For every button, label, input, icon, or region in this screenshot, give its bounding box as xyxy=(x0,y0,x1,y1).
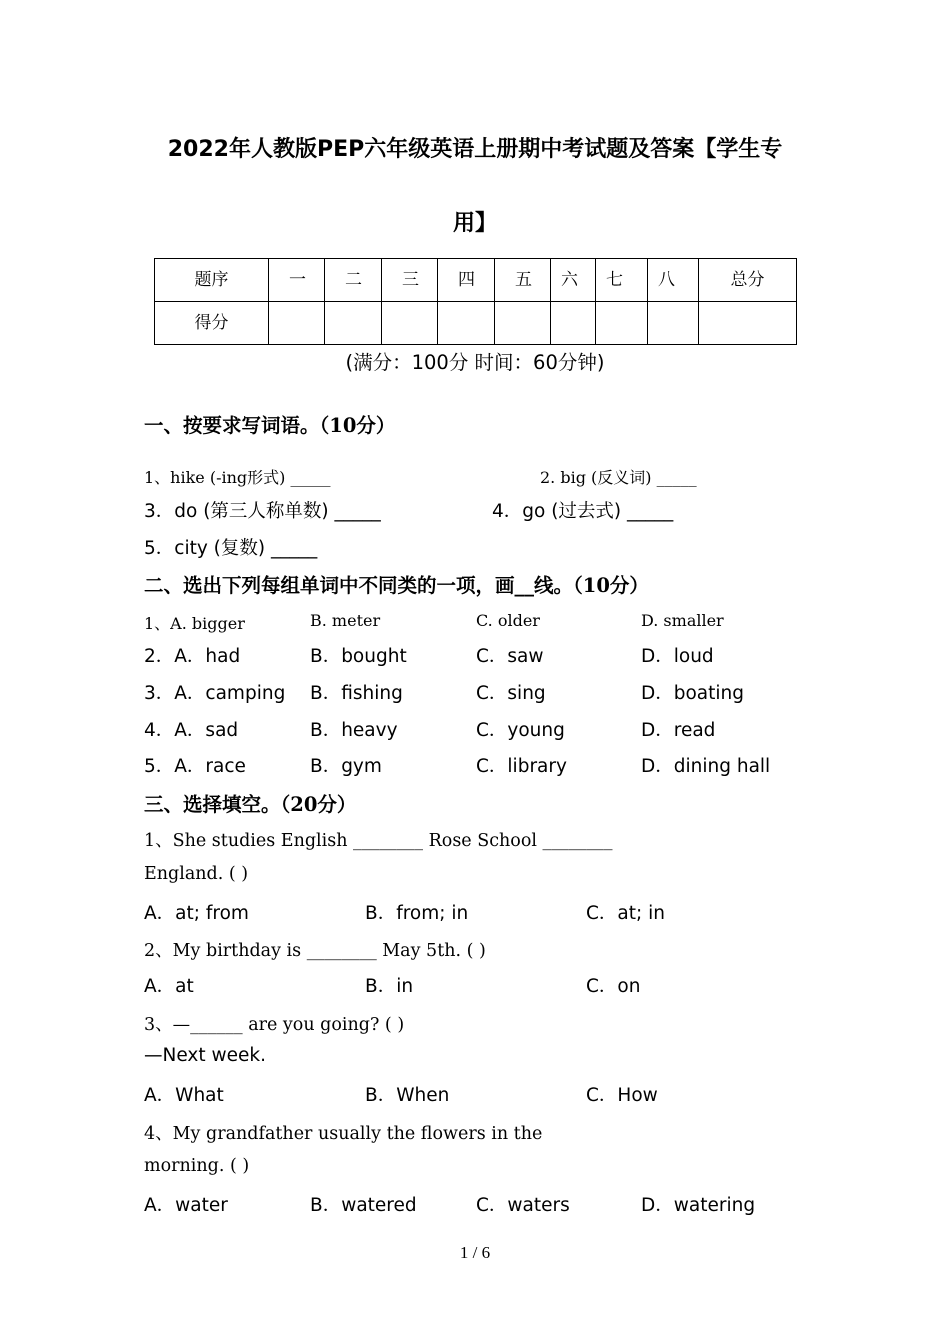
section2-option: B．fishing xyxy=(310,683,403,704)
answer-option: B．in xyxy=(365,976,414,997)
section2-option: D．read xyxy=(641,720,716,741)
score-header-cell: 七 xyxy=(596,259,648,302)
score-table xyxy=(154,258,797,345)
section2-option: C. older xyxy=(476,611,540,630)
answer-option: C．at; in xyxy=(586,903,665,924)
section2-option: C．sing xyxy=(476,683,546,704)
score-header-cell: 五 xyxy=(495,259,551,302)
score-header-cell: 题序 xyxy=(155,259,269,302)
section1-item: 5．city (复数) _____ xyxy=(144,538,318,559)
score-cell xyxy=(438,302,495,345)
section1-item: 4．go (过去式) _____ xyxy=(492,501,674,522)
score-header-cell: 三 xyxy=(382,259,438,302)
score-row-label: 得分 xyxy=(155,302,269,345)
section2-option: C．young xyxy=(476,720,565,741)
question-text: 2、My birthday is ________ May 5th. ( ) xyxy=(144,941,486,961)
score-header-cell: 六 xyxy=(551,259,596,302)
question-text: England. ( ) xyxy=(144,864,249,884)
section2-option: 5．A．race xyxy=(144,756,246,777)
score-cell xyxy=(382,302,438,345)
question-text: 4、My grandfather usually the flowers in the xyxy=(144,1124,543,1144)
section1-item: 2. big (反义词) _____ xyxy=(540,468,697,487)
answer-option: A．at; from xyxy=(144,903,249,924)
score-header-cell: 二 xyxy=(325,259,382,302)
question-text: 3、—______ are you going? ( ) xyxy=(144,1015,405,1035)
score-table-header-row xyxy=(155,259,797,302)
section2-option: D．loud xyxy=(641,646,714,667)
question-text: —Next week. xyxy=(144,1045,266,1066)
answer-option: D．watering xyxy=(641,1195,756,1216)
section2-option: D. smaller xyxy=(641,611,724,630)
section2-heading: 二、选出下列每组单词中不同类的一项，画__线。（10分） xyxy=(144,574,649,597)
section2-option: C．saw xyxy=(476,646,544,667)
score-cell xyxy=(495,302,551,345)
answer-option: B．watered xyxy=(310,1195,417,1216)
section2-option: 1、A. bigger xyxy=(144,614,245,633)
question-text: morning. ( ) xyxy=(144,1156,250,1176)
answer-option: A．water xyxy=(144,1195,228,1216)
section1-item: 3．do (第三人称单数) _____ xyxy=(144,501,381,522)
answer-option: B．from; in xyxy=(365,903,469,924)
section1-heading: 一、按要求写词语。（10分） xyxy=(144,414,396,437)
section2-option: B．bought xyxy=(310,646,407,667)
section2-option: 4．A．sad xyxy=(144,720,239,741)
score-header-cell: 四 xyxy=(438,259,495,302)
section2-option: B. meter xyxy=(310,611,381,630)
answer-option: B．When xyxy=(365,1085,450,1106)
section2-option: D．dining hall xyxy=(641,756,771,777)
section2-option: D．boating xyxy=(641,683,745,704)
answer-option: A．What xyxy=(144,1085,224,1106)
answer-option: C．on xyxy=(586,976,641,997)
section2-option: C．library xyxy=(476,756,567,777)
score-cell xyxy=(596,302,648,345)
answer-option: C．waters xyxy=(476,1195,570,1216)
score-header-cell: 一 xyxy=(269,259,325,302)
section2-option: B．gym xyxy=(310,756,382,777)
section2-option: B．heavy xyxy=(310,720,398,741)
score-cell xyxy=(551,302,596,345)
score-cell xyxy=(325,302,382,345)
score-cell xyxy=(269,302,325,345)
section2-option: 3．A．camping xyxy=(144,683,286,704)
full-marks-info: (满分：100分 时间：60分钟) xyxy=(345,351,605,374)
score-header-cell: 八 xyxy=(648,259,699,302)
score-header-cell: 总分 xyxy=(699,259,797,302)
section2-option: 2．A．had xyxy=(144,646,241,667)
question-text: 1、She studies English ________ Rose School ________ xyxy=(144,831,613,851)
score-table-score-row xyxy=(155,302,797,345)
section1-item: 1、hike (-ing形式) _____ xyxy=(144,468,331,487)
answer-option: A．at xyxy=(144,976,194,997)
page-number: 1 / 6 xyxy=(459,1243,491,1262)
document-title-line2: 用】 xyxy=(452,211,497,236)
document-title-line1: 2022年人教版PEP六年级英语上册期中考试题及答案【学生专 xyxy=(167,137,783,162)
answer-option: C．How xyxy=(586,1085,658,1106)
score-cell xyxy=(699,302,797,345)
section3-heading: 三、选择填空。（20分） xyxy=(144,793,357,816)
score-cell xyxy=(648,302,699,345)
